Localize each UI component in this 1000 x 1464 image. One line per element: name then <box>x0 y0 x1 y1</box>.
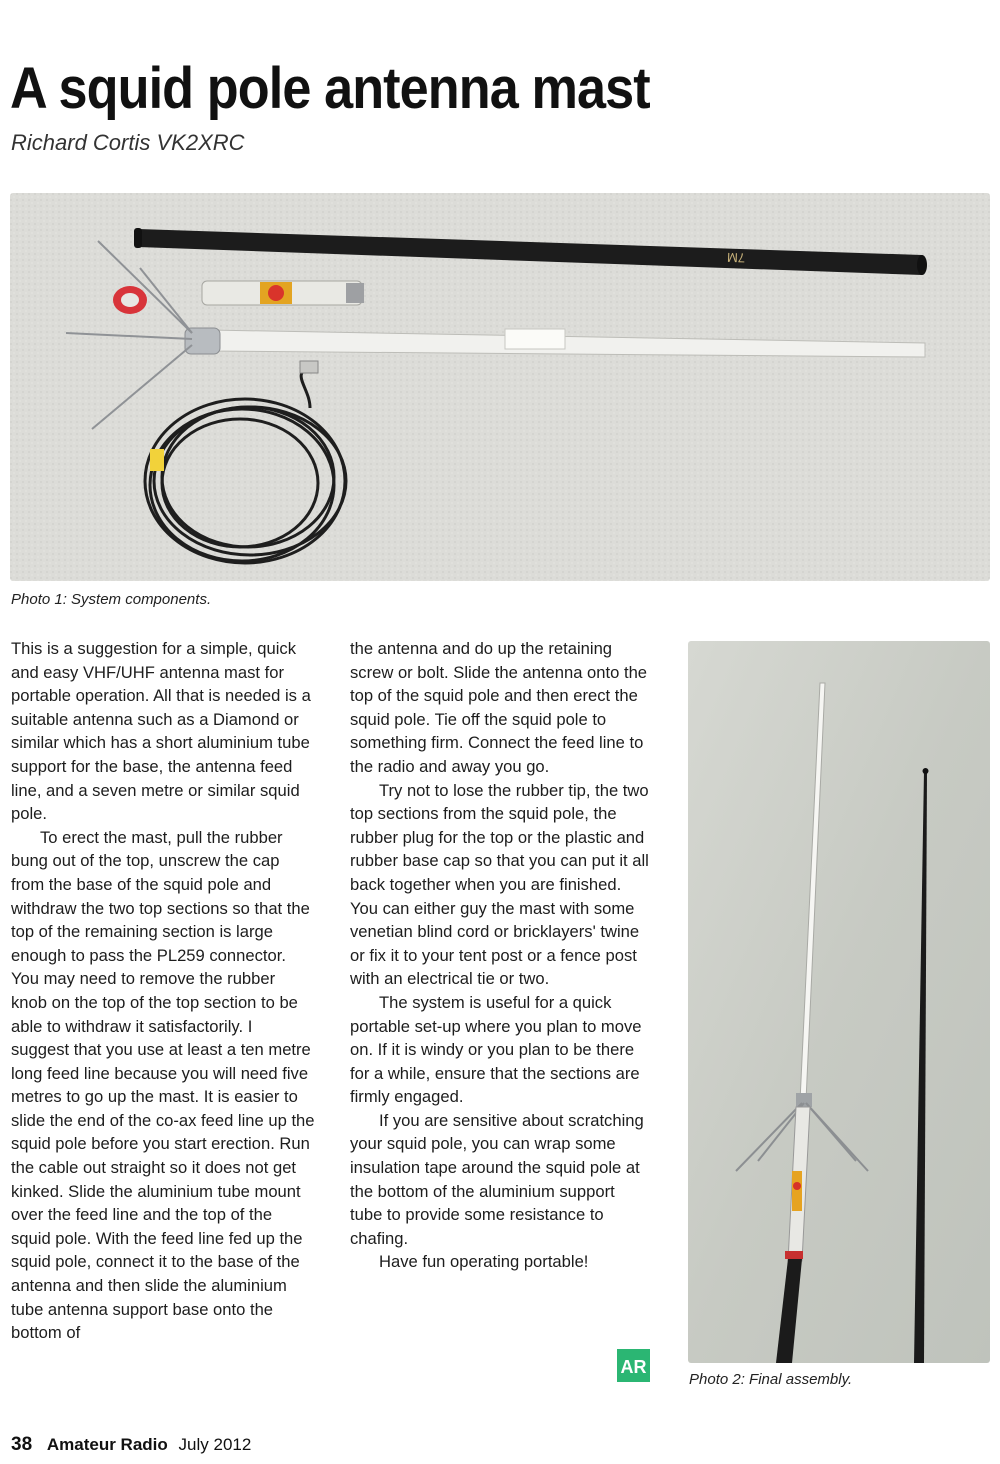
photo-system-components <box>10 193 990 581</box>
paragraph: To erect the mast, pull the rubber bung out of the top, unscrew the cap from the base of the squid pole and withdraw the two top sections so that the top of the remaining section is large enough to pass the PL259 connector. You may need to remove the rubber knob on the top of the top section to be able to withdraw it satisfactorily. I suggest that you use at least a ten metre long feed line because you will need five metres to go up the mast. It is easier to slide the end of the co-ax feed line up the squid pole before you start erection. Run the cable out straight so it does not get kinked. Slide the aluminium tube mount over the feed line and the top of the squid pole. With the feed line fed up the squid pole, connect it to the base of the antenna and then slide the aluminium tube antenna support base onto the bottom of <box>11 827 315 1343</box>
paragraph: If you are sensitive about scratching your squid pole, you can wrap some insulation tape around the squid pole at the bottom of the aluminium support tube to provide some resistance to chafing. <box>350 1110 644 1248</box>
page-number: 38 <box>11 1434 33 1455</box>
paragraph: the antenna and do up the retaining screw or bolt. Slide the antenna onto the top of the squid pole and then erect the squid pole. Tie off the squid pole to something firm. Connect the feed line to the radio and away you go. <box>350 639 648 776</box>
article-column-2 <box>350 637 650 1274</box>
photo2-caption: Photo 2: Final assembly. <box>689 1371 853 1388</box>
issue-date: July 2012 <box>178 1435 252 1454</box>
article-column-1 <box>11 637 315 1345</box>
paragraph: Try not to lose the rubber tip, the two top sections from the squid pole, the rubber plug for the top or the plastic and rubber base cap so that you can put it all back together when you are finished. You can either guy the mast with some venetian blind cord or bricklayers' twine or fix it to your tent post or a fence post with an electrical tie or two. <box>350 780 649 989</box>
ar-logo <box>617 1349 650 1382</box>
photo-final-assembly <box>688 641 990 1363</box>
photo1-caption: Photo 1: System components. <box>11 591 212 608</box>
author-byline: Richard Cortis VK2XRC <box>11 130 245 155</box>
paragraph: The system is useful for a quick portable set-up where you plan to move on. If it is windy or you plan to be there for a while, ensure that the sections are firmly engaged. <box>350 992 642 1107</box>
page-footer <box>11 1434 251 1456</box>
magazine-name: Amateur Radio <box>46 1435 168 1454</box>
paragraph: This is a suggestion for a simple, quick and easy VHF/UHF antenna mast for portable operation. All that is needed is a suitable antenna such as a Diamond or similar which has a short aluminium tube support for the base, the antenna feed line, and a seven metre or similar squid pole. <box>11 639 311 824</box>
article-title: A squid pole antenna mast <box>10 56 650 121</box>
pole-marking: 7M <box>726 249 746 266</box>
paragraph: Have fun operating portable! <box>379 1252 589 1272</box>
ar-logo-text: AR <box>620 1357 647 1377</box>
